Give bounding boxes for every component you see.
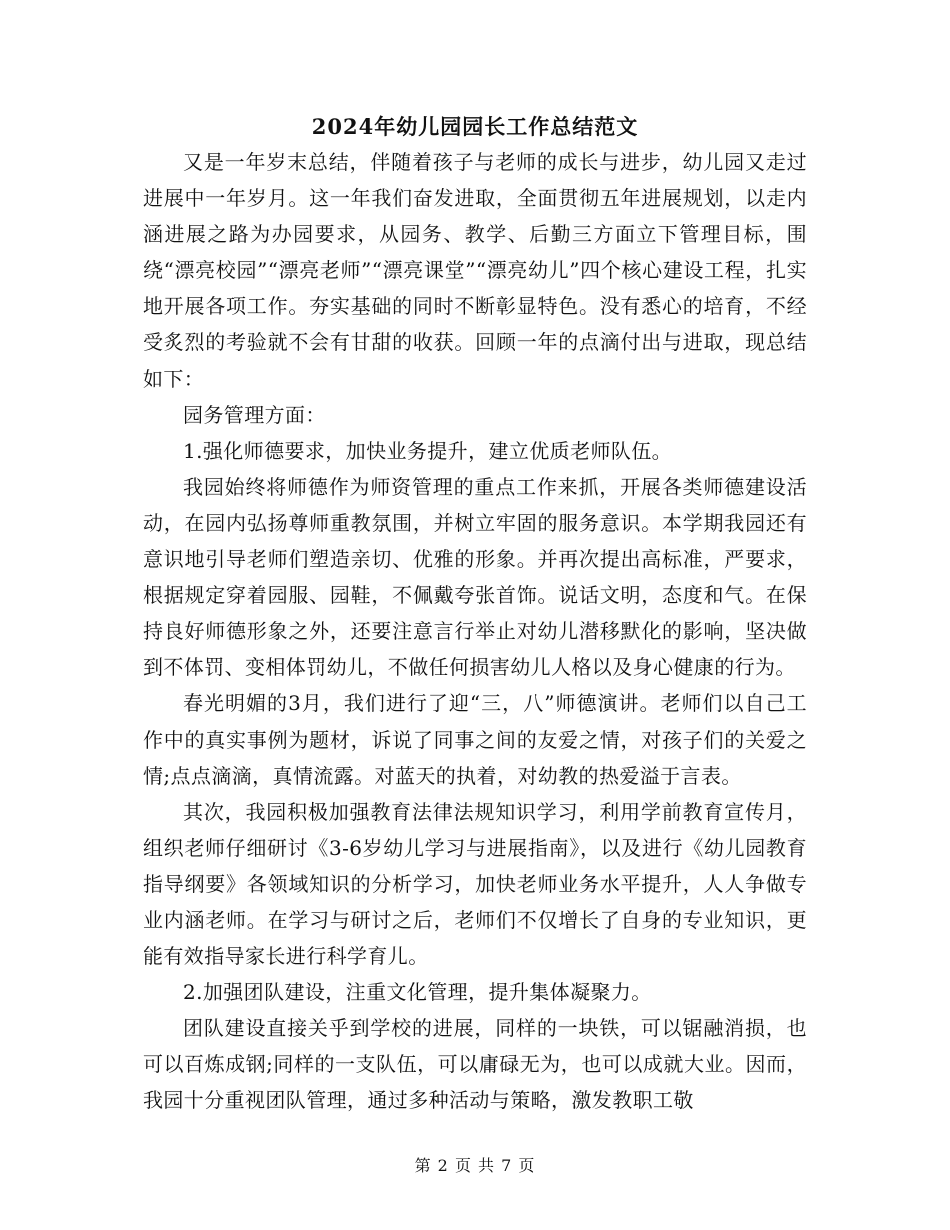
item-heading-1: 1.强化师德要求，加快业务提升，建立优质老师队伍。 [183, 438, 673, 463]
item-heading-2: 2.加强团队建设，注重文化管理，提升集体凝聚力。 [183, 980, 652, 1005]
paragraph-law-study: 其次，我园积极加强教育法律法规知识学习，利用学前教育宣传月，组织老师仔细研讨《3-6岁幼儿学习与进展指南》，以及进行《幼儿园教育指导纲要》各领域知识的分析学习，加快老师业务水平提升，人人争做专业内涵老师。在学习与研讨之后，老师们不仅增长了自身的专业知识，更能有效指导家长进行科学育儿。 [143, 799, 807, 969]
paragraph-intro: 又是一年岁末总结，伴随着孩子与老师的成长与进步，幼儿园又走过进展中一年岁月。这一年我们奋发进取，全面贯彻五年进展规划，以走内涵进展之路为办园要求，从园务、教学、后勤三方面立下管理目标，围绕“漂亮校园”“漂亮老师”“漂亮课堂”“漂亮幼儿”四个核心建设工程，扎实地开展各项工作。夯实基础的同时不断彰显特色。没有悉心的培育，不经受炙烈的考验就不会有甘甜的收获。回顾一年的点滴付出与进取，现总结如下： [143, 150, 807, 391]
paragraph-march-speech: 春光明媚的3月，我们进行了迎“三，八”师德演讲。老师们以自己工作中的真实事例为题材，诉说了同事之间的友爱之情，对孩子们的关爱之情;点点滴滴，真情流露。对蓝天的执着，对幼教的热爱溢于言表。 [143, 691, 807, 788]
paragraph-ethics: 我园始终将师德作为师资管理的重点工作来抓，开展各类师德建设活动，在园内弘扬尊师重教氛围，并树立牢固的服务意识。本学期我园还有意识地引导老师们塑造亲切、优雅的形象。并再次提出高标准，严要求，根据规定穿着园服、园鞋，不佩戴夸张首饰。说话文明，态度和气。在保持良好师德形象之外，还要注意言行举止对幼儿潜移默化的影响，坚决做到不体罚、变相体罚幼儿，不做任何损害幼儿人格以及身心健康的行为。 [143, 474, 807, 680]
document-title: 2024年幼儿园园长工作总结范文 [311, 114, 639, 139]
paragraph-team-building: 团队建设直接关乎到学校的进展，同样的一块铁，可以锯融消损，也可以百炼成钢;同样的一支队伍，可以庸碌无为，也可以成就大业。因而，我园十分重视团队管理，通过多种活动与策略，激发教职工敬 [143, 1016, 807, 1113]
page-number-footer: 第 2 页 共 7 页 [414, 1156, 536, 1175]
document-body [143, 144, 807, 1119]
section-heading-admin: 园务管理方面： [183, 402, 326, 427]
